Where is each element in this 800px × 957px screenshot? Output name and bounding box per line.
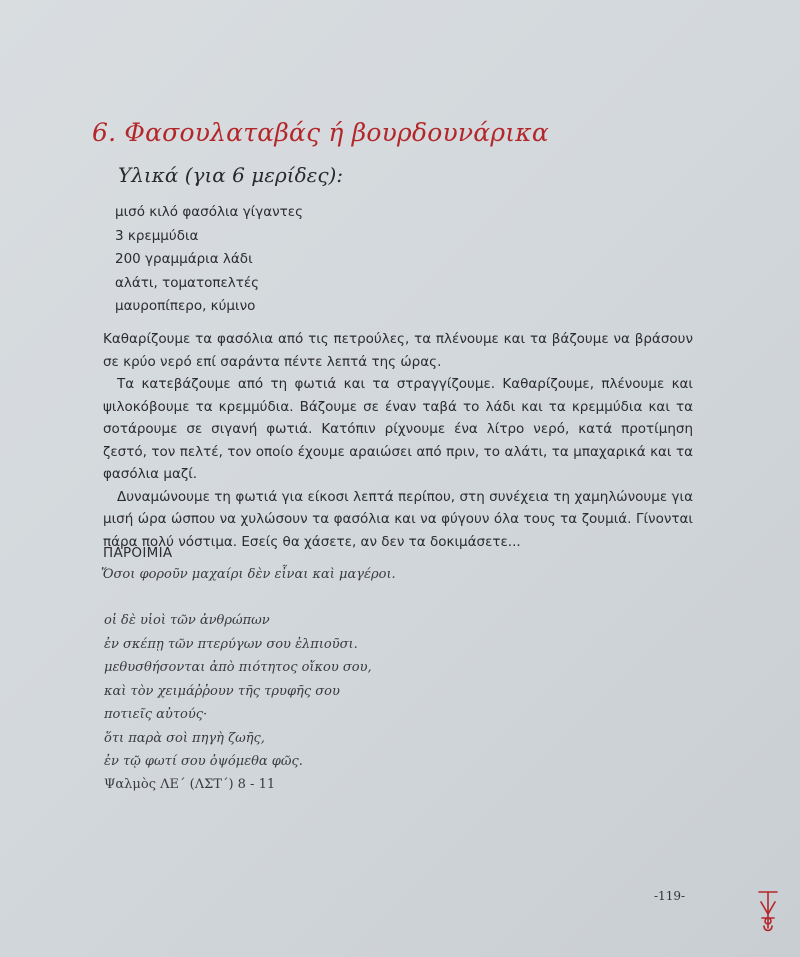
recipe-instructions	[103, 328, 693, 553]
ingredient-item: μαυροπίπερο, κύμινο	[115, 298, 256, 314]
psalm-verses	[104, 609, 372, 774]
psalm-line: καὶ τὸν χειμάῤῥουν τῆς τρυφῆς σου	[104, 683, 340, 699]
instruction-paragraph: Δυναμώνουμε τη φωτιά για είκοσι λεπτά περίπου, στη συνέχεια τη χαμηλώνουμε για μισή ώρα ώσπου να χυλώσουν τα φασόλια και να φύγουν όλα τους τα ζουμιά. Γίνονται πάρα πολύ νόστιμα. Εσείς θα χάσετε, αν δεν τα δοκιμάσετε...	[103, 488, 693, 550]
psalm-line: μεθυσθήσονται ἀπὸ πιότητος οἴκου σου,	[104, 660, 372, 675]
proverb-heading: ΠΑΡΟΙΜΙΑ	[103, 545, 173, 561]
ingredients-heading: Υλικά (για 6 μερίδες):	[118, 163, 344, 187]
psalm-line: ὅτι παρὰ σοὶ πηγὴ ζωῆς,	[104, 730, 265, 746]
psalm-line: ἐν τῷ φωτί σου ὀψόμεθα φῶς.	[104, 754, 303, 769]
monogram-emblem-icon	[755, 888, 781, 938]
ingredients-list	[115, 201, 303, 319]
page-number: -119-	[654, 889, 686, 903]
ingredient-item: 200 γραμμάρια λάδι	[115, 251, 253, 267]
psalm-line: ἐν σκέπῃ τῶν πτερύγων σου ἐλπιοῦσι.	[104, 636, 358, 652]
psalm-line: ποτιεῖς αὐτούς·	[104, 707, 208, 722]
proverb-text: Ὅσοι φοροῦν μαχαίρι δὲν εἶναι καὶ μαγέροι.	[101, 567, 396, 582]
instruction-paragraph: Τα κατεβάζουμε από τη φωτιά και τα στραγγίζουμε. Καθαρίζουμε, πλένουμε και ψιλοκόβουμε τα κρεμμύδια. Βάζουμε σε έναν ταβά το λάδι και τα κρεμμύδια και τα σοτάρουμε σε σιγανή φωτιά. Κατόπιν ρίχνουμε ένα λίτρο νερό, κατά προτίμηση ζεστό, τον πελτέ, τον οποίο έχουμε αραιώσει από πριν, το αλάτι, τα μπαχαρικά και τα φασόλια μαζί.	[103, 376, 693, 482]
ingredient-item: μισό κιλό φασόλια γίγαντες	[115, 204, 304, 220]
instruction-paragraph: Καθαρίζουμε τα φασόλια από τις πετρούλες, τα πλένουμε και τα βάζουμε να βράσουν σε κρύο νερό επί σαράντα πέντε λεπτά της ώρας.	[103, 331, 693, 370]
recipe-title: 6. Φασουλαταβάς ή βουρδουνάρικα	[92, 118, 549, 147]
psalm-reference: Ψαλμὸς ΛΕ΄ (ΛΣΤ΄) 8 - 11	[104, 777, 276, 792]
psalm-line: οἱ δὲ υἱοὶ τῶν ἀνθρώπων	[104, 613, 270, 628]
ingredient-item: αλάτι, τοματοπελτές	[115, 274, 260, 291]
ingredient-item: 3 κρεμμύδια	[115, 227, 199, 244]
